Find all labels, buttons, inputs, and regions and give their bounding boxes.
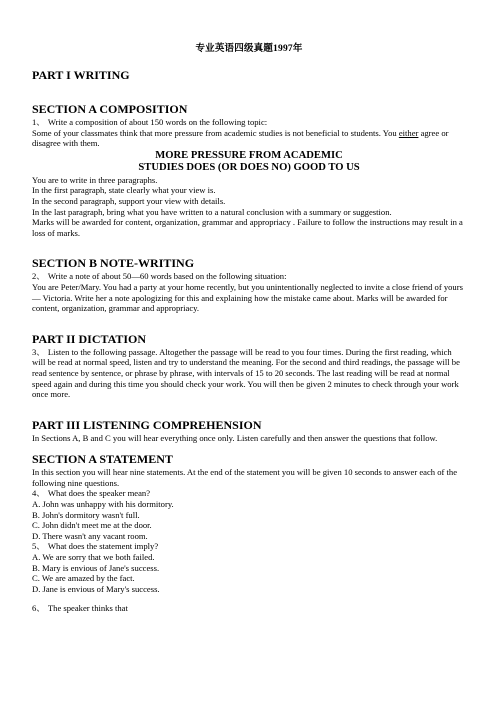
part3-heading: PART III LISTENING COMPREHENSION — [32, 417, 262, 432]
option-c: C. We are amazed by the fact. — [32, 573, 135, 584]
composition-topic — [32, 150, 466, 174]
instruction-line: In the last paragraph, bring what you have written to a natural conclusion with a summary or suggestion. — [32, 206, 392, 217]
section-a-composition-heading: SECTION A COMPOSITION — [32, 102, 188, 116]
item-3 — [32, 347, 466, 400]
document-title: 专业英语四级真题1997年 — [195, 44, 303, 54]
option-a: A. We are sorry that we both failed. — [32, 552, 155, 563]
item-number: 1、 — [32, 117, 45, 127]
option-b: B. John's dormitory wasn't full. — [32, 509, 140, 520]
option-a: A. John was unhappy with his dormitory. — [32, 499, 174, 510]
prompt-text: Some of your classmates think that more pressure from academic studies is not beneficial to students. You — [32, 127, 397, 138]
item-1 — [32, 117, 466, 128]
section-a-intro: In this section you will hear nine statements. At the end of the statement you will be given 10 seconds to answer each of the following nine questions. — [32, 467, 458, 488]
listening-intro: In Sections A, B and C you will hear everything once only. Listen carefully and then answer the questions that follow. — [32, 432, 438, 443]
option-b: B. Mary is envious of Jane's success. — [32, 562, 160, 573]
section-a-statement-heading: SECTION A STATEMENT — [32, 452, 173, 467]
part2-heading: PART II DICTATION — [32, 331, 147, 346]
question-6 — [32, 603, 466, 614]
underlined-word: either — [398, 127, 419, 138]
prompt-text-end: agree or disagree with them. — [32, 127, 449, 149]
item-text: Write a note of about 50—60 words based on the following situation: — [47, 271, 287, 282]
part1-heading: PART I WRITING — [32, 68, 130, 82]
instruction-line: Marks will be awarded for content, organization, grammar and appropriacy . Failure to follow the instructions may result in a loss of marks. — [32, 217, 463, 238]
question-5 — [32, 541, 466, 552]
item-number: 4、 — [32, 488, 45, 499]
dictation-instructions: Listen to the following passage. Altogether the passage will be read to you four times. During the first reading, which will be read at normal speed, listen and try to understand the meaning. For the second and third readings, the passage will be read sentence by sentence, or phrase by phrase, with intervals of 15 to 20 seconds. The last reading will be read at normal speed again and during this time you should check your work. You will then be given 2 minutes to check through your work once more. — [32, 346, 460, 400]
question-text: What does the speaker mean? — [47, 488, 151, 499]
item-2 — [32, 271, 466, 282]
option-d: D. There wasn't any vacant room. — [32, 530, 148, 541]
item-number: 5、 — [32, 541, 45, 552]
instruction-line: In the second paragraph, support your view with details. — [32, 195, 226, 206]
question-4 — [32, 488, 466, 499]
instruction-line: In the first paragraph, state clearly what your view is. — [32, 185, 216, 196]
option-c: C. John didn't meet me at the door. — [32, 520, 152, 531]
note-writing-situation: You are Peter/Mary. You had a party at your home recently, but you unintentionally neglected to invite a close friend of yours — Victoria. Write her a note apologizing for this and explaining how the mistake came about. Marks will be awarded for content, organization, grammar and appropriacy. — [32, 281, 463, 314]
item-number: 2、 — [32, 271, 45, 282]
item-number: 6、 — [32, 603, 45, 614]
option-d: D. Jane is envious of Mary's success. — [32, 583, 160, 594]
section-b-note-writing-heading: SECTION B NOTE-WRITING — [32, 256, 195, 271]
item-text: Write a composition of about 150 words on the following topic: — [47, 117, 268, 127]
item-number: 3、 — [32, 346, 45, 357]
instruction-line: You are to write in three paragraphs. — [32, 174, 158, 185]
question-text: The speaker thinks that — [47, 603, 128, 614]
topic-line-2: STUDIES DOES (OR DOES NO) GOOD TO US — [138, 161, 360, 173]
topic-line-1: MORE PRESSURE FROM ACADEMIC — [155, 149, 343, 161]
question-text: What does the statement imply? — [47, 541, 159, 552]
composition-prompt — [32, 128, 466, 149]
